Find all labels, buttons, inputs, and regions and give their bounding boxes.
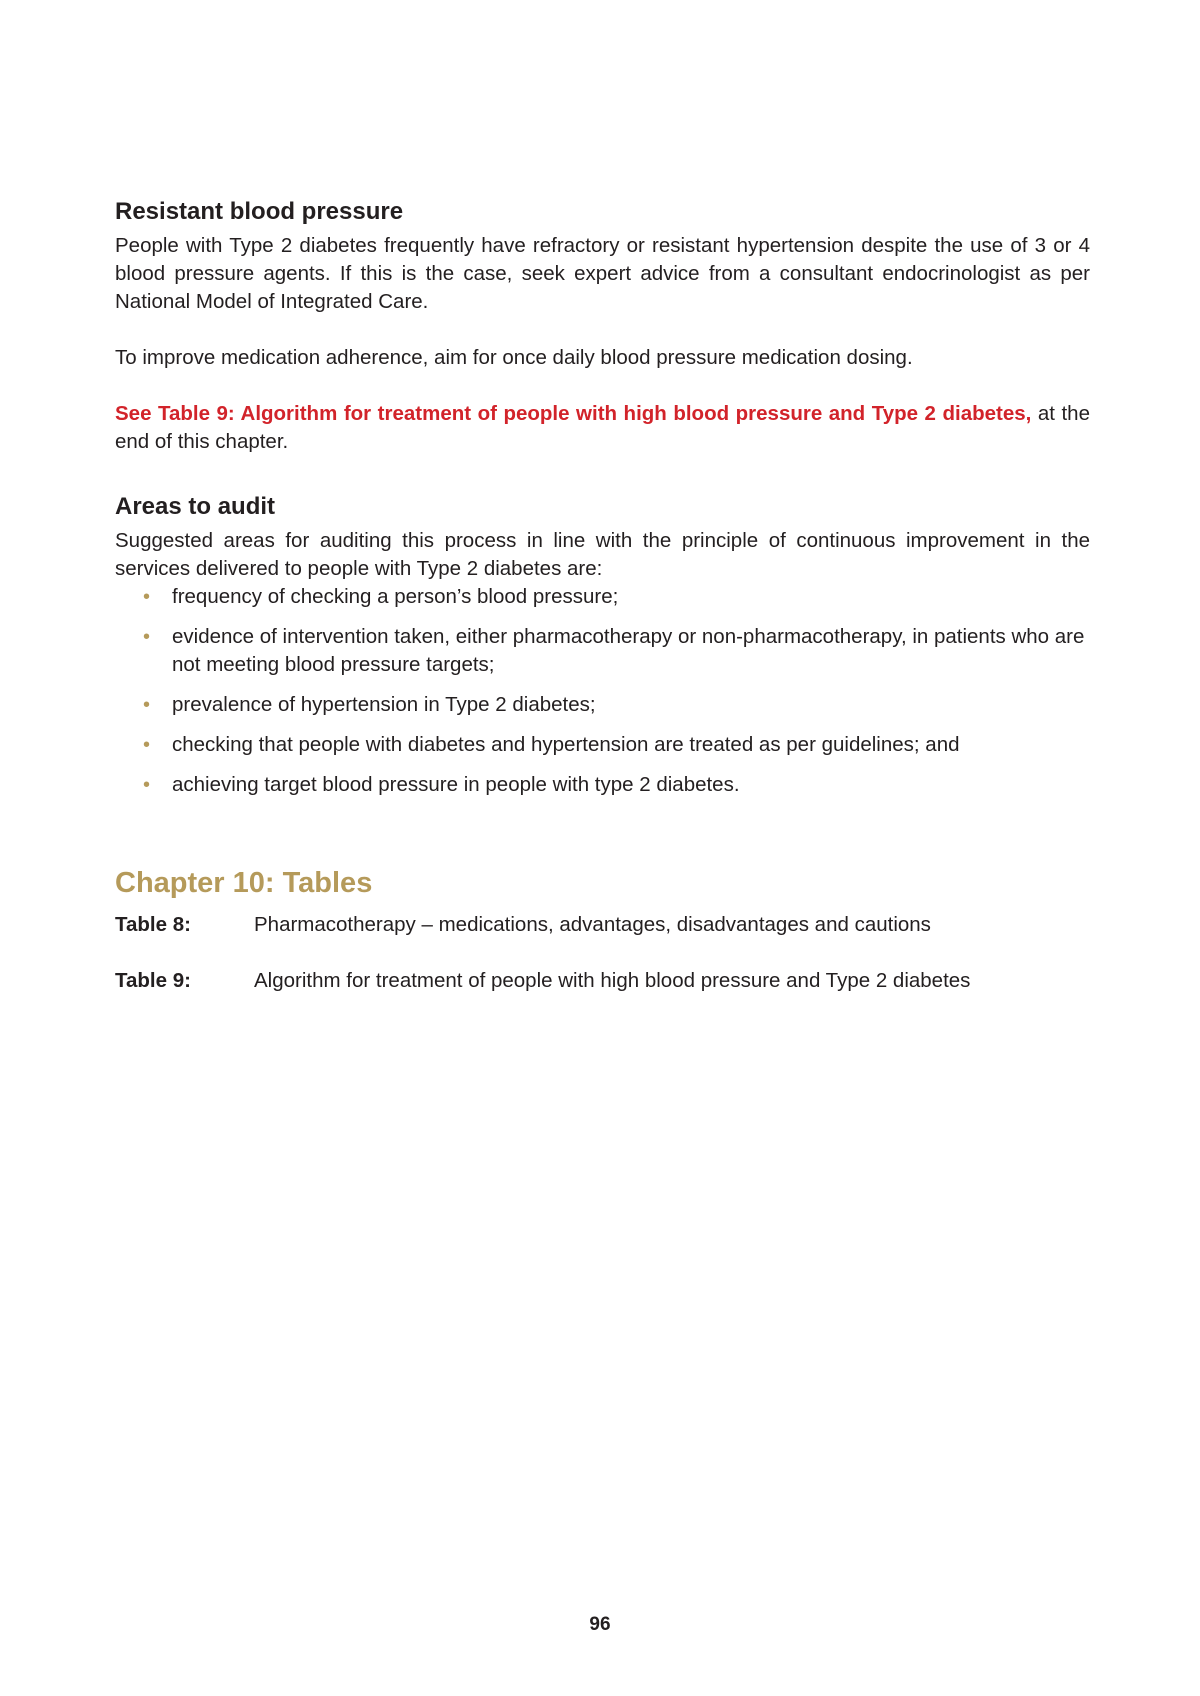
table-description: Algorithm for treatment of people with high blood pressure and Type 2 diabetes [254, 969, 971, 992]
list-item [115, 691, 1090, 719]
table-description: Pharmacotherapy – medications, advantages, disadvantages and cautions [254, 913, 931, 936]
list-item [115, 731, 1090, 759]
table-label: Table 9: [115, 969, 191, 992]
section-heading-resistant-bp: Resistant blood pressure [115, 198, 404, 225]
see-table-rest: at the end of this chapter. [115, 402, 1090, 453]
table-9-reference-link[interactable]: See Table 9: Algorithm for treatment of people with high blood pressure and Type 2 diabetes, [115, 402, 1032, 425]
paragraph-see-table [115, 400, 1090, 456]
page-content [115, 196, 1090, 1023]
bullet-icon: • [143, 734, 151, 756]
section-heading-areas-to-audit: Areas to audit [115, 493, 276, 520]
list-item-text: frequency of checking a person’s blood pressure; [172, 585, 619, 608]
bullet-icon: • [143, 774, 151, 796]
table-label: Table 8: [115, 913, 191, 936]
list-item-text: achieving target blood pressure in people with type 2 diabetes. [172, 773, 740, 796]
bullet-icon: • [143, 586, 151, 608]
chapter-title: Chapter 10: Tables [115, 867, 373, 899]
page-number: 96 [589, 1614, 611, 1635]
table-entry-8[interactable] [115, 911, 1090, 939]
bullet-icon: • [143, 694, 151, 716]
paragraph-adherence: To improve medication adherence, aim for once daily blood pressure medication dosing. [115, 346, 913, 369]
paragraph-resistant-bp: People with Type 2 diabetes frequently have refractory or resistant hypertension despite the use of 3 or 4 blood pressure agents. If this is the case, seek expert advice from a consultant endocrinologist as per National Model of Integrated Care. [115, 234, 1090, 313]
list-item-text: checking that people with diabetes and hypertension are treated as per guidelines; and [172, 733, 960, 756]
list-item-text: evidence of intervention taken, either pharmacotherapy or non-pharmacotherapy, in patients who are not meeting blood pressure targets; [172, 625, 1085, 676]
table-entry-9[interactable] [115, 967, 1090, 995]
list-item [115, 583, 1090, 611]
paragraph-audit-intro: Suggested areas for auditing this process in line with the principle of continuous improvement in the services delivered to people with Type 2 diabetes are: [115, 529, 1090, 580]
bullet-icon: • [143, 626, 151, 648]
list-item [115, 771, 1090, 799]
audit-list [115, 583, 1090, 799]
list-item-text: prevalence of hypertension in Type 2 diabetes; [172, 693, 596, 716]
list-item [115, 623, 1090, 679]
